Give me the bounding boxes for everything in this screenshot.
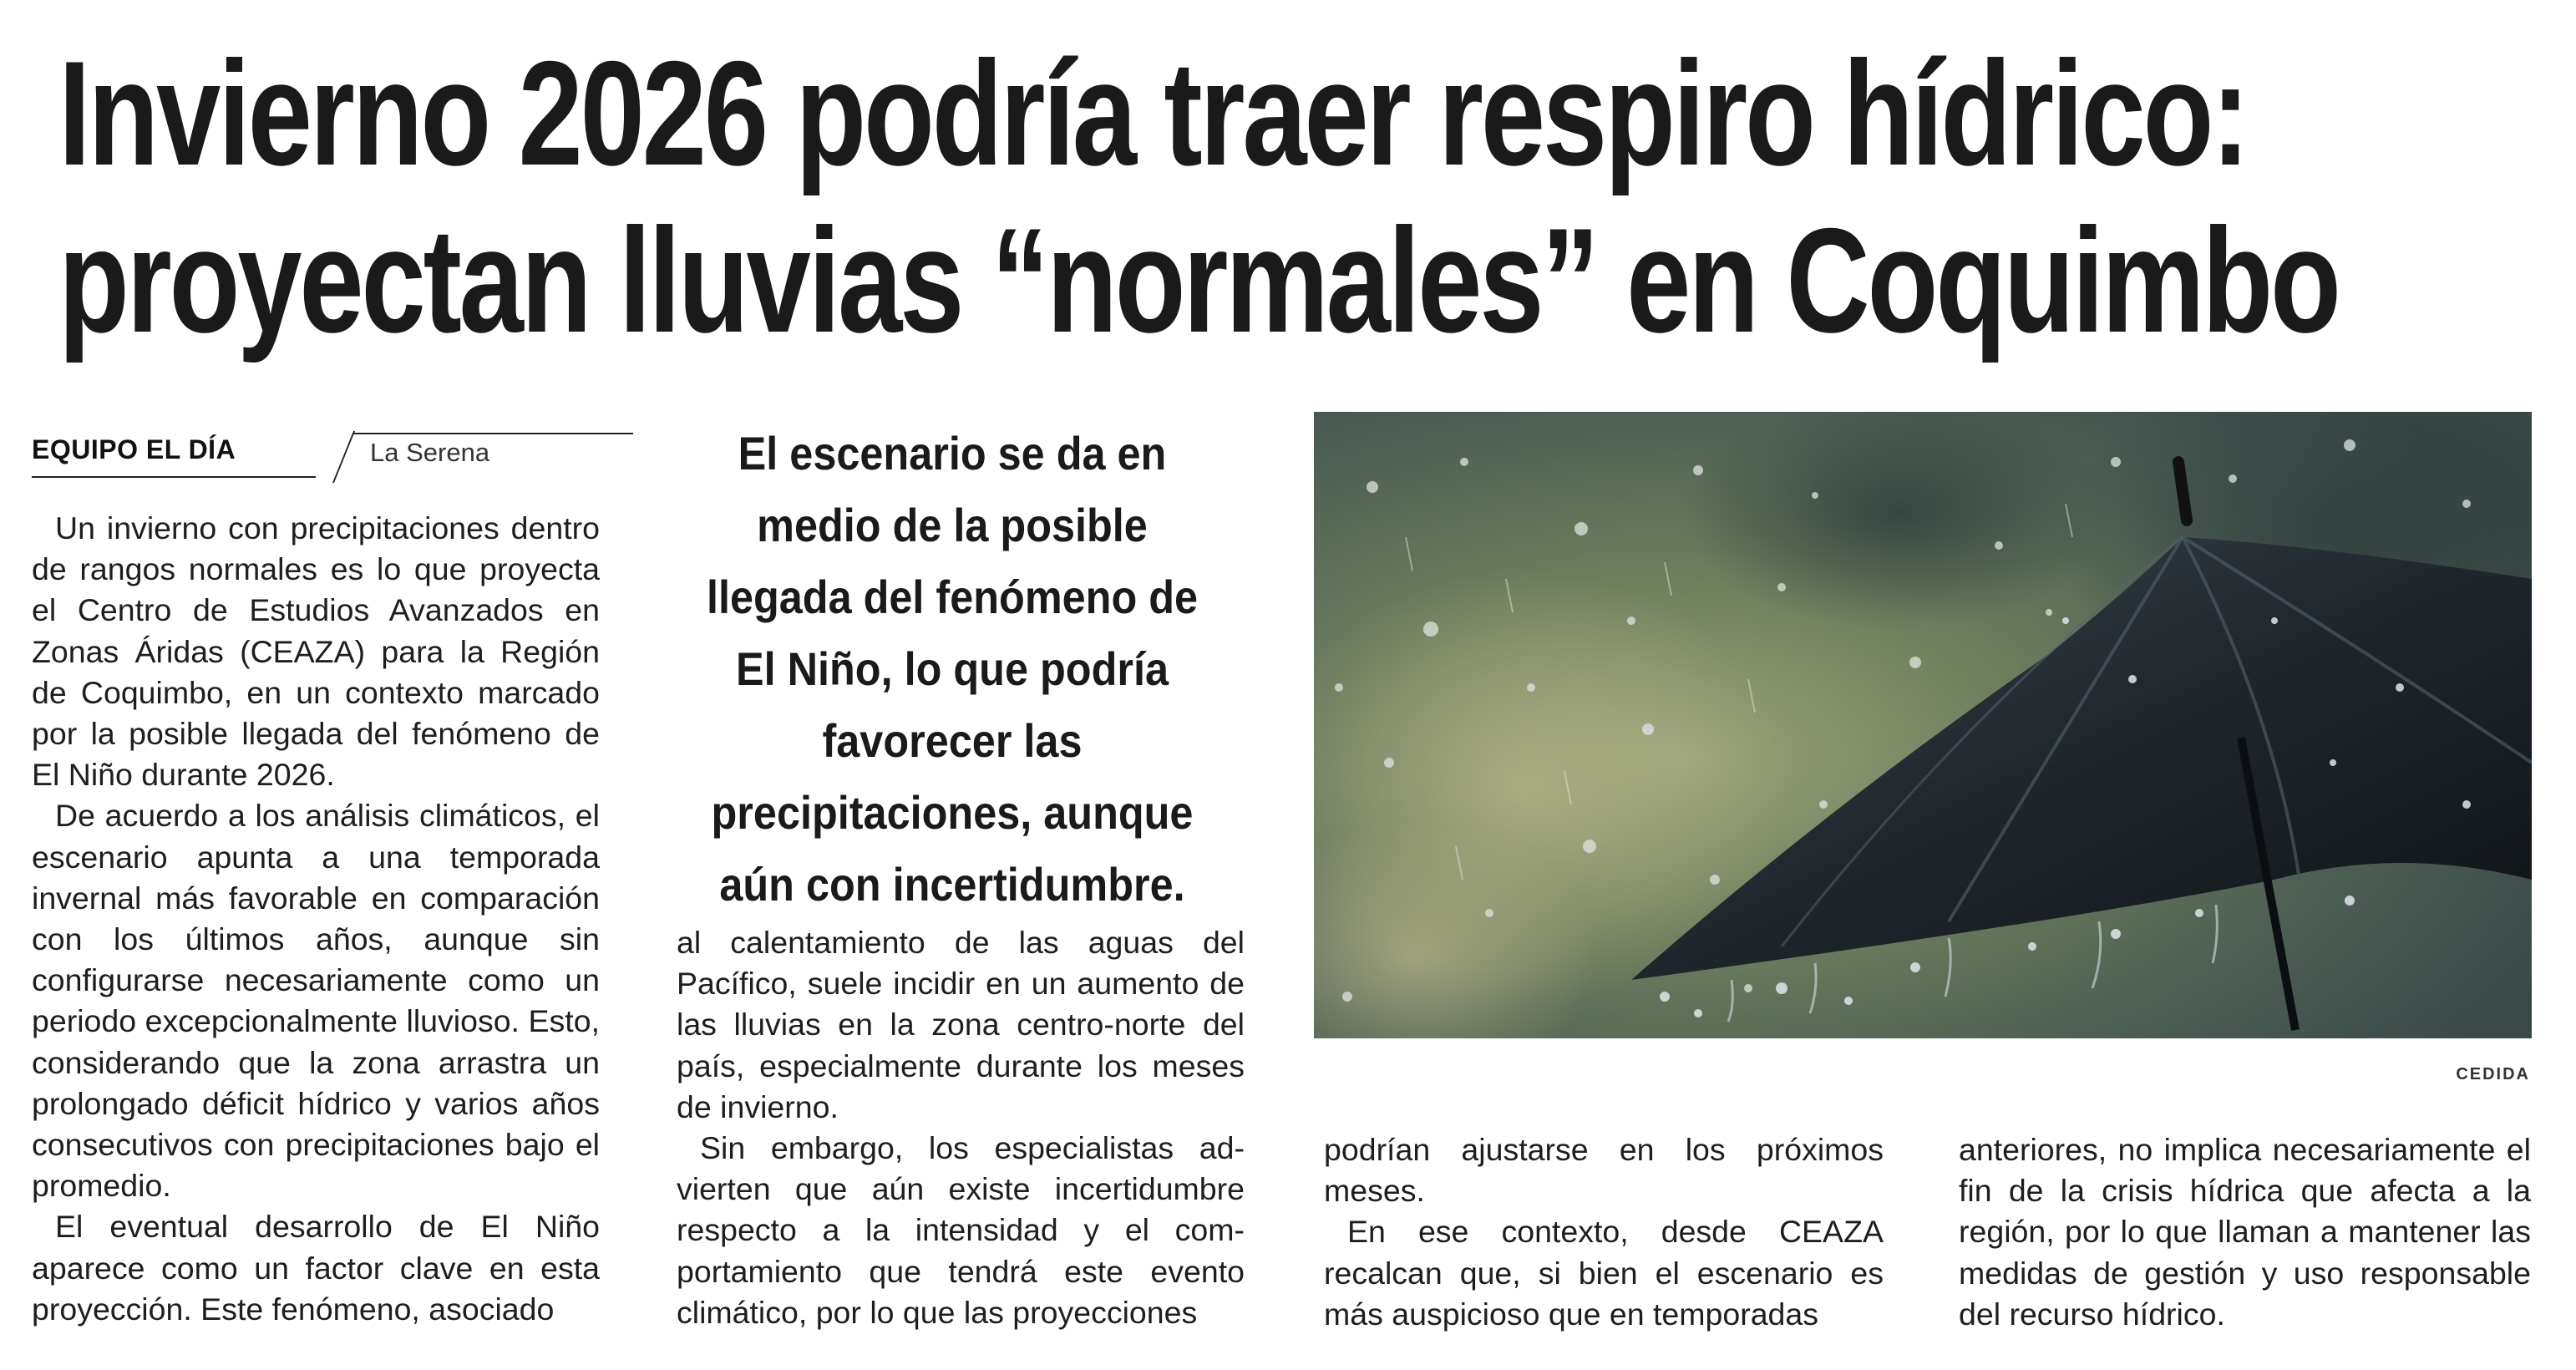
article-paragraph: En ese contexto, desde CEAZA recalcan que, si bien el escenario es más auspicioso que en temporadas: [1324, 1214, 1884, 1332]
umbrella-rain-photo: [1314, 412, 2532, 1038]
article-column-4: [1959, 1129, 2531, 1335]
article-paragraph: Sin embargo, los especialistas advierten que aún existe incertidumbre respecto a la intensidad y el comportamiento que tendrá este evento climático, por lo que las proyecciones: [677, 1130, 1245, 1330]
article-paragraph: Un invierno con precipitaciones dentro de rangos normales es lo que proyecta el Centro de Estudios Avanzados en Zonas Áridas (CEAZA) para la Región de Coquimbo, en un contexto marcado por la posible llegada del fenómeno de El Niño durante 2026.: [32, 510, 600, 793]
byline-location: La Serena: [370, 438, 490, 467]
photo-credit: CEDIDA: [2456, 1065, 2530, 1083]
byline-author: EQUIPO EL DÍA: [32, 434, 236, 464]
article-paragraph: anteriores, no implica necesariamente el fin de la crisis hídrica que afecta a la región, por lo que llaman a mantener las medidas de gestión y uso responsable del recurso hídrico.: [1959, 1132, 2531, 1332]
article-column-2: [677, 922, 1245, 1333]
headline-line-1: Invierno 2026 podría traer respiro hídrico:: [58, 30, 2248, 196]
umbrella-in-rain-icon: [1314, 412, 2532, 1038]
article-paragraph: podrían ajustarse en los próximos meses.: [1324, 1132, 1884, 1209]
byline-divider: [332, 431, 355, 483]
byline: [32, 426, 600, 485]
article-column-1: [32, 508, 600, 1330]
article-column-3: [1324, 1129, 1884, 1335]
article-paragraph: al calentamiento de las aguas del Pacífico, suele incidir en un aumento de las lluvias en la zona centro-norte del país, especialmente durante los meses de invierno.: [677, 925, 1245, 1124]
headline-line-2: proyectan lluvias “normales” en Coquimbo: [58, 197, 2339, 363]
byline-underline: [32, 476, 316, 478]
pull-quote: El escenario se da en medio de la posible llegada del fenómeno de El Niño, lo que podría favorecer las precipitaciones, aunque aún con incertidumbre.: [706, 427, 1199, 911]
article-paragraph: De acuerdo a los análisis climáticos, el escenario apunta a una temporada invernal más favorable en comparación con los últimos años, aunque sin configurarse necesariamente como un periodo excepcionalmente lluvioso. Esto, considerando que la zona arrastra un prolongado déficit hídrico y varios años consecutivos con precipitaciones bajo el promedio.: [32, 798, 600, 1204]
byline-overline: [353, 433, 633, 434]
article-paragraph: El eventual desarrollo de El Niño aparece como un factor clave en esta proyección. Este fenómeno, asociado: [32, 1209, 600, 1327]
headline: [58, 30, 2339, 364]
